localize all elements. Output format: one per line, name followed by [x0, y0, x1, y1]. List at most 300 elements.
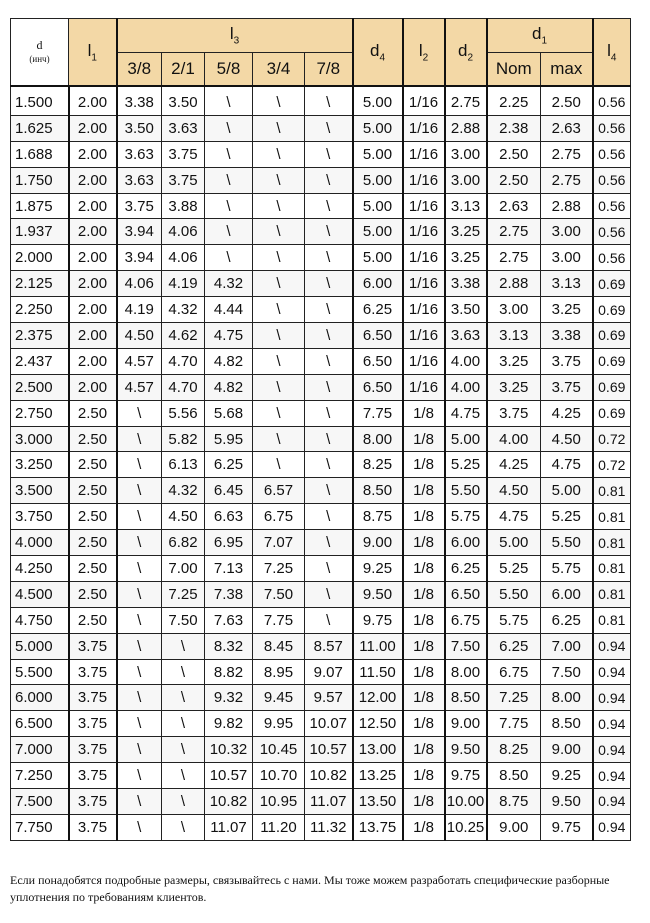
cell-l3-7-8: \	[305, 452, 353, 478]
cell-d2: 3.50	[445, 297, 487, 323]
cell-d1-nom: 2.25	[487, 86, 541, 115]
table-body	[11, 86, 631, 840]
cell-l3-3-8: 3.63	[117, 141, 162, 167]
cell-l1: 2.50	[69, 426, 117, 452]
cell-l3-3-8: \	[117, 607, 162, 633]
cell-l3-7-8: 11.32	[305, 814, 353, 840]
cell-l2: 1/16	[403, 193, 445, 219]
cell-l3-2-1: 5.82	[162, 426, 205, 452]
cell-l2: 1/16	[403, 271, 445, 297]
cell-l1: 2.50	[69, 581, 117, 607]
cell-d: 2.500	[11, 374, 69, 400]
cell-l3-2-1: \	[162, 789, 205, 815]
cell-l3-3-4: 9.45	[253, 685, 305, 711]
cell-d1-nom: 4.00	[487, 426, 541, 452]
cell-l3-7-8: 10.07	[305, 711, 353, 737]
cell-d4: 12.00	[353, 685, 403, 711]
cell-d: 4.250	[11, 556, 69, 582]
cell-d1-nom: 7.25	[487, 685, 541, 711]
cell-d4: 5.00	[353, 86, 403, 115]
cell-l4: 0.81	[593, 556, 631, 582]
cell-d1-max: 2.75	[541, 167, 593, 193]
cell-l1: 2.00	[69, 86, 117, 115]
cell-l3-2-1: 4.06	[162, 245, 205, 271]
cell-l3-5-8: 7.38	[205, 581, 253, 607]
cell-d: 1.750	[11, 167, 69, 193]
dimensions-table	[10, 18, 631, 841]
table-row	[11, 814, 631, 840]
cell-l3-3-4: \	[253, 271, 305, 297]
cell-d2: 2.88	[445, 115, 487, 141]
header-d4	[353, 19, 403, 87]
cell-d4: 13.00	[353, 737, 403, 763]
cell-l1: 2.50	[69, 607, 117, 633]
cell-d4: 13.75	[353, 814, 403, 840]
cell-l3-5-8: \	[205, 193, 253, 219]
cell-l3-2-1: 4.32	[162, 478, 205, 504]
cell-l4: 0.81	[593, 607, 631, 633]
cell-l3-5-8: 4.75	[205, 323, 253, 349]
cell-d2: 5.00	[445, 426, 487, 452]
cell-l3-3-4: 7.07	[253, 530, 305, 556]
cell-l3-7-8: \	[305, 607, 353, 633]
cell-l3-3-4: \	[253, 452, 305, 478]
cell-d1-nom: 4.25	[487, 452, 541, 478]
cell-d4: 6.25	[353, 297, 403, 323]
cell-d4: 8.25	[353, 452, 403, 478]
header-d1-sub: 1	[541, 35, 548, 47]
cell-l3-5-8: \	[205, 245, 253, 271]
cell-d1-max: 2.63	[541, 115, 593, 141]
cell-d2: 10.00	[445, 789, 487, 815]
cell-d2: 8.50	[445, 685, 487, 711]
cell-l3-7-8: \	[305, 478, 353, 504]
cell-d2: 9.75	[445, 763, 487, 789]
cell-d2: 3.25	[445, 219, 487, 245]
header-l2	[403, 19, 445, 87]
cell-l3-5-8: 9.82	[205, 711, 253, 737]
cell-l4: 0.81	[593, 478, 631, 504]
table-row	[11, 115, 631, 141]
cell-d1-nom: 5.75	[487, 607, 541, 633]
cell-l3-7-8: \	[305, 271, 353, 297]
cell-d2: 6.00	[445, 530, 487, 556]
cell-l3-7-8: \	[305, 504, 353, 530]
cell-l4: 0.72	[593, 452, 631, 478]
table-row	[11, 737, 631, 763]
cell-d1-max: 6.25	[541, 607, 593, 633]
cell-d4: 7.75	[353, 400, 403, 426]
cell-d1-max: 8.50	[541, 711, 593, 737]
cell-d1-max: 2.75	[541, 141, 593, 167]
cell-l3-5-8: 10.57	[205, 763, 253, 789]
cell-l3-7-8: \	[305, 323, 353, 349]
cell-d4: 8.50	[353, 478, 403, 504]
cell-l3-2-1: 4.06	[162, 219, 205, 245]
cell-l4: 0.69	[593, 297, 631, 323]
cell-l2: 1/8	[403, 814, 445, 840]
cell-d: 3.750	[11, 504, 69, 530]
cell-l3-7-8: \	[305, 556, 353, 582]
cell-d1-max: 5.25	[541, 504, 593, 530]
table-row	[11, 556, 631, 582]
cell-l1: 2.50	[69, 452, 117, 478]
cell-d1-nom: 3.25	[487, 348, 541, 374]
cell-d1-max: 6.00	[541, 581, 593, 607]
cell-l3-3-8: 4.19	[117, 297, 162, 323]
header-l4-label: l	[607, 40, 611, 60]
cell-l4: 0.56	[593, 245, 631, 271]
cell-l3-7-8: \	[305, 348, 353, 374]
cell-l2: 1/8	[403, 478, 445, 504]
cell-l3-5-8: \	[205, 86, 253, 115]
cell-d2: 7.50	[445, 633, 487, 659]
cell-l3-3-8: \	[117, 426, 162, 452]
cell-d: 2.000	[11, 245, 69, 271]
cell-l1: 3.75	[69, 685, 117, 711]
cell-l3-5-8: 6.25	[205, 452, 253, 478]
cell-l3-3-4: \	[253, 426, 305, 452]
cell-d2: 3.00	[445, 167, 487, 193]
cell-l3-3-8: \	[117, 581, 162, 607]
cell-l1: 2.00	[69, 167, 117, 193]
cell-d4: 13.25	[353, 763, 403, 789]
cell-d2: 5.75	[445, 504, 487, 530]
cell-l4: 0.69	[593, 323, 631, 349]
cell-l3-3-4: \	[253, 193, 305, 219]
header-l3-col: 7/8	[305, 53, 353, 87]
cell-l1: 2.00	[69, 374, 117, 400]
table-row	[11, 659, 631, 685]
cell-l1: 2.00	[69, 115, 117, 141]
cell-d4: 5.00	[353, 167, 403, 193]
cell-l3-3-8: 3.38	[117, 86, 162, 115]
cell-d1-nom: 7.75	[487, 711, 541, 737]
cell-l2: 1/8	[403, 607, 445, 633]
cell-l4: 0.81	[593, 530, 631, 556]
header-d1-col: Nom	[487, 53, 541, 87]
cell-d1-nom: 6.25	[487, 633, 541, 659]
cell-l3-5-8: 6.45	[205, 478, 253, 504]
cell-l3-3-4: \	[253, 348, 305, 374]
cell-l4: 0.69	[593, 348, 631, 374]
cell-l1: 2.50	[69, 400, 117, 426]
cell-d2: 10.25	[445, 814, 487, 840]
cell-l4: 0.56	[593, 167, 631, 193]
cell-d1-max: 3.25	[541, 297, 593, 323]
header-l3	[117, 19, 353, 53]
cell-d1-max: 3.75	[541, 348, 593, 374]
cell-l3-7-8: \	[305, 581, 353, 607]
cell-d: 2.125	[11, 271, 69, 297]
cell-d1-max: 5.00	[541, 478, 593, 504]
cell-l3-3-8: 4.57	[117, 374, 162, 400]
cell-l1: 2.00	[69, 271, 117, 297]
cell-l3-7-8: \	[305, 167, 353, 193]
cell-d2: 3.25	[445, 245, 487, 271]
cell-l3-7-8: \	[305, 530, 353, 556]
cell-d: 7.000	[11, 737, 69, 763]
cell-l3-2-1: \	[162, 814, 205, 840]
header-d2-label: d	[458, 40, 468, 60]
header-l2-sub: 2	[422, 52, 429, 64]
cell-d1-max: 5.75	[541, 556, 593, 582]
cell-d: 4.750	[11, 607, 69, 633]
cell-l3-3-8: \	[117, 685, 162, 711]
header-l1-sub: 1	[91, 52, 97, 64]
cell-l3-2-1: 4.50	[162, 504, 205, 530]
cell-d: 3.250	[11, 452, 69, 478]
cell-d4: 13.50	[353, 789, 403, 815]
cell-d4: 9.25	[353, 556, 403, 582]
cell-l4: 0.94	[593, 789, 631, 815]
cell-d1-nom: 6.75	[487, 659, 541, 685]
header-l3-col: 5/8	[205, 53, 253, 87]
cell-d1-nom: 3.75	[487, 400, 541, 426]
cell-l3-3-8: 3.75	[117, 193, 162, 219]
table-row	[11, 86, 631, 115]
cell-d2: 5.25	[445, 452, 487, 478]
cell-d1-max: 4.50	[541, 426, 593, 452]
cell-d2: 6.50	[445, 581, 487, 607]
cell-d1-nom: 2.50	[487, 141, 541, 167]
cell-l3-2-1: 4.19	[162, 271, 205, 297]
cell-l3-3-4: \	[253, 115, 305, 141]
cell-l4: 0.94	[593, 659, 631, 685]
cell-d1-max: 2.50	[541, 86, 593, 115]
cell-l2: 1/8	[403, 763, 445, 789]
table-row	[11, 323, 631, 349]
cell-d1-max: 7.00	[541, 633, 593, 659]
cell-d2: 3.13	[445, 193, 487, 219]
table-row	[11, 193, 631, 219]
cell-l3-7-8: \	[305, 141, 353, 167]
cell-l2: 1/8	[403, 789, 445, 815]
cell-l1: 3.75	[69, 711, 117, 737]
header-l1	[69, 19, 117, 87]
table-row	[11, 452, 631, 478]
cell-d2: 2.75	[445, 86, 487, 115]
cell-d1-max: 5.50	[541, 530, 593, 556]
cell-l3-3-4: 8.45	[253, 633, 305, 659]
cell-l3-3-8: \	[117, 633, 162, 659]
cell-l3-2-1: 5.56	[162, 400, 205, 426]
cell-d1-nom: 4.50	[487, 478, 541, 504]
table-row	[11, 219, 631, 245]
cell-l2: 1/8	[403, 711, 445, 737]
cell-l3-3-8: 3.63	[117, 167, 162, 193]
cell-l4: 0.94	[593, 814, 631, 840]
cell-d2: 6.75	[445, 607, 487, 633]
cell-d2: 3.38	[445, 271, 487, 297]
cell-l1: 2.00	[69, 348, 117, 374]
table-row	[11, 348, 631, 374]
cell-d1-max: 3.00	[541, 219, 593, 245]
cell-l4: 0.94	[593, 711, 631, 737]
cell-l2: 1/8	[403, 530, 445, 556]
cell-l3-3-8: \	[117, 711, 162, 737]
cell-d4: 5.00	[353, 219, 403, 245]
cell-l4: 0.56	[593, 193, 631, 219]
header-d	[11, 19, 69, 87]
cell-l2: 1/16	[403, 323, 445, 349]
cell-d1-nom: 8.75	[487, 789, 541, 815]
table-row	[11, 271, 631, 297]
cell-l4: 0.81	[593, 581, 631, 607]
cell-l2: 1/8	[403, 659, 445, 685]
cell-l3-3-8: 3.94	[117, 219, 162, 245]
cell-d4: 6.50	[353, 323, 403, 349]
cell-d1-max: 3.00	[541, 245, 593, 271]
cell-d1-nom: 5.25	[487, 556, 541, 582]
header-l3-col: 3/8	[117, 53, 162, 87]
cell-l1: 2.50	[69, 556, 117, 582]
table-row	[11, 711, 631, 737]
cell-l1: 3.75	[69, 659, 117, 685]
cell-l3-5-8: \	[205, 115, 253, 141]
cell-d4: 11.50	[353, 659, 403, 685]
cell-l1: 3.75	[69, 789, 117, 815]
table-row	[11, 685, 631, 711]
cell-d4: 9.50	[353, 581, 403, 607]
cell-d1-nom: 2.38	[487, 115, 541, 141]
cell-l1: 2.00	[69, 219, 117, 245]
cell-l3-3-8: \	[117, 400, 162, 426]
cell-l3-5-8: \	[205, 167, 253, 193]
cell-l3-5-8: 6.63	[205, 504, 253, 530]
cell-l3-3-4: 6.75	[253, 504, 305, 530]
cell-l3-7-8: \	[305, 374, 353, 400]
cell-l3-7-8: \	[305, 219, 353, 245]
header-l3-col: 3/4	[253, 53, 305, 87]
table-row	[11, 141, 631, 167]
cell-d4: 6.50	[353, 374, 403, 400]
cell-l2: 1/8	[403, 581, 445, 607]
cell-l3-2-1: 4.62	[162, 323, 205, 349]
cell-l3-2-1: 3.75	[162, 141, 205, 167]
cell-d2: 4.75	[445, 400, 487, 426]
cell-d2: 3.63	[445, 323, 487, 349]
cell-d2: 9.00	[445, 711, 487, 737]
header-l3-col: 2/1	[162, 53, 205, 87]
header-d4-label: d	[370, 40, 380, 60]
cell-l3-2-1: \	[162, 737, 205, 763]
cell-l2: 1/16	[403, 86, 445, 115]
cell-l3-3-4: 7.25	[253, 556, 305, 582]
cell-d: 6.500	[11, 711, 69, 737]
cell-d1-nom: 5.50	[487, 581, 541, 607]
cell-l3-5-8: 10.32	[205, 737, 253, 763]
cell-l3-5-8: 11.07	[205, 814, 253, 840]
cell-d1-max: 9.00	[541, 737, 593, 763]
cell-l3-3-8: \	[117, 556, 162, 582]
header-d1-col: max	[541, 53, 593, 87]
cell-l3-5-8: 5.95	[205, 426, 253, 452]
cell-l3-3-4: \	[253, 323, 305, 349]
cell-l3-2-1: \	[162, 763, 205, 789]
cell-l2: 1/16	[403, 374, 445, 400]
table-row	[11, 426, 631, 452]
cell-l3-3-8: 4.06	[117, 271, 162, 297]
cell-l3-2-1: \	[162, 711, 205, 737]
cell-d: 2.437	[11, 348, 69, 374]
cell-l2: 1/16	[403, 297, 445, 323]
cell-l2: 1/16	[403, 167, 445, 193]
cell-d: 7.250	[11, 763, 69, 789]
cell-l4: 0.69	[593, 374, 631, 400]
header-d2	[445, 19, 487, 87]
cell-l4: 0.94	[593, 763, 631, 789]
cell-l3-7-8: \	[305, 400, 353, 426]
cell-l3-7-8: \	[305, 245, 353, 271]
cell-l3-5-8: 4.82	[205, 374, 253, 400]
cell-l3-7-8: \	[305, 193, 353, 219]
cell-l3-3-8: \	[117, 659, 162, 685]
cell-l3-5-8: 8.32	[205, 633, 253, 659]
cell-d1-max: 8.00	[541, 685, 593, 711]
cell-d1-nom: 2.75	[487, 245, 541, 271]
cell-d4: 12.50	[353, 711, 403, 737]
cell-l3-3-4: \	[253, 141, 305, 167]
cell-l1: 2.50	[69, 478, 117, 504]
cell-d4: 8.00	[353, 426, 403, 452]
cell-l3-3-8: \	[117, 504, 162, 530]
cell-l3-7-8: 9.07	[305, 659, 353, 685]
cell-l3-5-8: \	[205, 219, 253, 245]
cell-d4: 5.00	[353, 245, 403, 271]
header-l4	[593, 19, 631, 87]
cell-l3-7-8: \	[305, 426, 353, 452]
cell-d: 3.500	[11, 478, 69, 504]
cell-d4: 8.75	[353, 504, 403, 530]
cell-l3-3-4: 11.20	[253, 814, 305, 840]
table-row	[11, 504, 631, 530]
cell-l4: 0.69	[593, 400, 631, 426]
cell-d1-nom: 3.13	[487, 323, 541, 349]
cell-d2: 5.50	[445, 478, 487, 504]
cell-d1-nom: 2.50	[487, 167, 541, 193]
header-l2-label: l	[418, 40, 423, 60]
cell-l3-2-1: 7.50	[162, 607, 205, 633]
cell-l3-2-1: 6.82	[162, 530, 205, 556]
cell-l4: 0.72	[593, 426, 631, 452]
cell-l3-7-8: 8.57	[305, 633, 353, 659]
cell-d: 2.750	[11, 400, 69, 426]
cell-l3-2-1: \	[162, 659, 205, 685]
cell-l3-3-4: 7.75	[253, 607, 305, 633]
cell-d1-max: 2.88	[541, 193, 593, 219]
cell-l3-3-4: \	[253, 86, 305, 115]
cell-l3-2-1: 7.25	[162, 581, 205, 607]
cell-l1: 2.00	[69, 141, 117, 167]
cell-l1: 2.50	[69, 530, 117, 556]
cell-d2: 3.00	[445, 141, 487, 167]
cell-d4: 9.00	[353, 530, 403, 556]
cell-l3-7-8: \	[305, 115, 353, 141]
cell-l3-3-4: 10.70	[253, 763, 305, 789]
cell-l3-3-4: \	[253, 245, 305, 271]
cell-d1-max: 3.38	[541, 323, 593, 349]
cell-d2: 4.00	[445, 374, 487, 400]
cell-d1-nom: 5.00	[487, 530, 541, 556]
cell-d4: 11.00	[353, 633, 403, 659]
cell-l3-3-4: 8.95	[253, 659, 305, 685]
cell-l1: 2.00	[69, 245, 117, 271]
cell-l3-3-8: \	[117, 789, 162, 815]
header-d2-sub: 2	[467, 52, 474, 64]
cell-d4: 5.00	[353, 115, 403, 141]
cell-l3-2-1: 7.00	[162, 556, 205, 582]
